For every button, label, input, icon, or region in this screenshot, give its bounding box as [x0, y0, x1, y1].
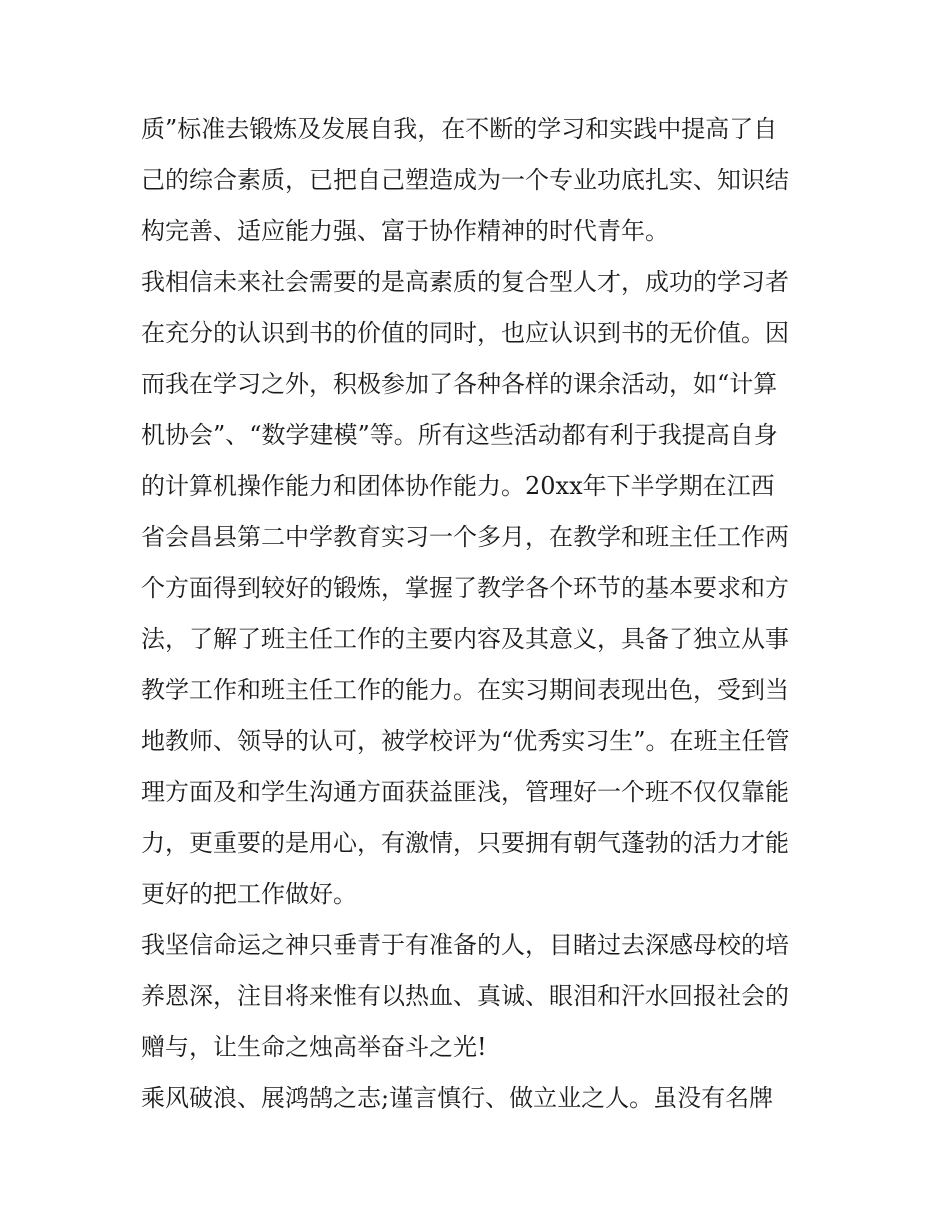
- text-line: 个方面得到较好的锻炼，掌握了教学各个环节的基本要求和方: [141, 574, 789, 602]
- text-line: 赠与，让生命之烛高举奋斗之光!: [141, 1033, 487, 1061]
- text-line: 我坚信命运之神只垂青于有准备的人，目睹过去深感母校的培: [141, 931, 789, 959]
- text-line: 理方面及和学生沟通方面获益匪浅，管理好一个班不仅仅靠能: [141, 778, 789, 806]
- text-line: 法，了解了班主任工作的主要内容及其意义，具备了独立从事: [141, 625, 789, 653]
- text-line: 构完善、适应能力强、富于协作精神的时代青年。: [141, 217, 669, 245]
- text-line: 养恩深，注目将来惟有以热血、真诚、眼泪和汗水回报社会的: [141, 982, 789, 1010]
- text-line: 地教师、领导的认可，被学校评为“优秀实习生”。在班主任管: [141, 727, 790, 755]
- text-line: 省会昌县第二中学教育实习一个多月，在教学和班主任工作两: [141, 523, 789, 551]
- text-line: 机协会”、“数学建模”等。所有这些活动都有利于我提高自身: [141, 421, 778, 449]
- text-line: 而我在学习之外，积极参加了各种各样的课余活动，如“计算: [141, 370, 778, 398]
- text-line: 力，更重要的是用心，有激情，只要拥有朝气蓬勃的活力才能: [141, 829, 789, 857]
- text-line: 在充分的认识到书的价值的同时，也应认识到书的无价值。因: [141, 319, 789, 347]
- text-line: 我相信未来社会需要的是高素质的复合型人才，成功的学习者: [141, 268, 789, 296]
- text-line: 更好的把工作做好。: [141, 880, 357, 908]
- text-line: 的计算机操作能力和团体协作能力。20xx年下半学期在江西: [141, 472, 775, 500]
- text-line: 质”标准去锻炼及发展自我，在不断的学习和实践中提高了自: [141, 115, 778, 143]
- text-line: 教学工作和班主任工作的能力。在实习期间表现出色，受到当: [141, 676, 789, 704]
- text-line: 己的综合素质，已把自己塑造成为一个专业功底扎实、知识结: [141, 166, 789, 194]
- body-text: [141, 104, 813, 1124]
- text-line: 乘风破浪、展鸿鹄之志;谨言慎行、做立业之人。虽没有名牌: [141, 1084, 774, 1112]
